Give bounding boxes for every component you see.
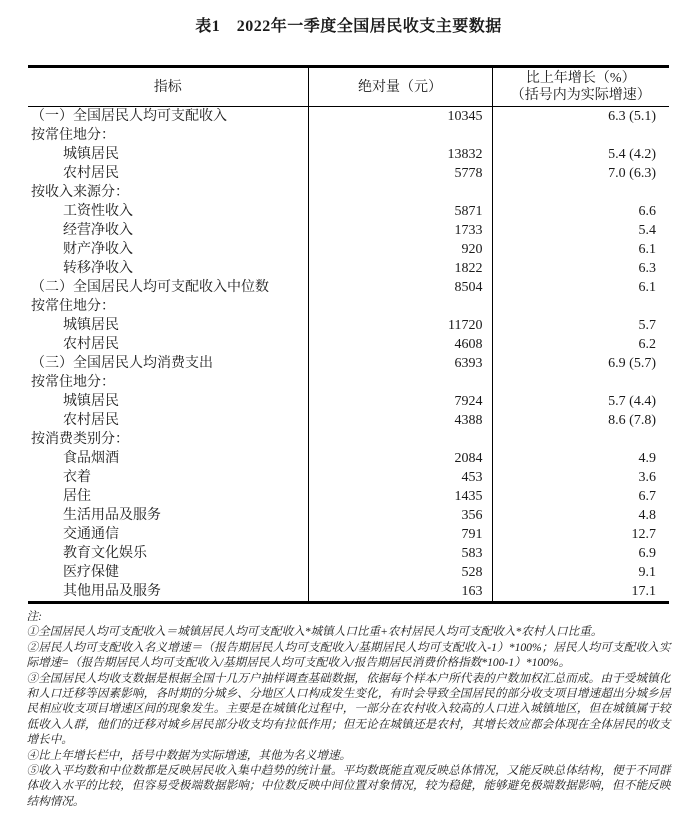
table-row [28, 373, 669, 392]
table-row [28, 145, 669, 164]
table-row [28, 183, 669, 202]
growth-cell: 5.7 [492, 316, 669, 335]
indicator-cell: 居住 [63, 489, 91, 504]
growth-cell: 12.7 [492, 525, 669, 544]
income-expenditure-table [28, 65, 669, 604]
absolute-amount-cell: 920 [308, 240, 492, 259]
indicator-cell: 工资性收入 [63, 204, 133, 219]
header-row [28, 67, 669, 107]
header-growth-line1: 比上年增长（%） [525, 71, 636, 86]
absolute-amount-cell [308, 430, 492, 449]
table-row [28, 107, 669, 127]
absolute-amount-cell: 528 [308, 563, 492, 582]
table-row [28, 259, 669, 278]
growth-cell: 5.4 (4.2) [492, 145, 669, 164]
absolute-amount-cell: 5778 [308, 164, 492, 183]
footnotes-label: 注: [26, 610, 42, 623]
table-row [28, 126, 669, 145]
table-row [28, 278, 669, 297]
absolute-amount-cell: 2084 [308, 449, 492, 468]
indicator-cell: 农村居民 [63, 337, 119, 352]
footnotes [27, 609, 671, 809]
absolute-amount-cell: 453 [308, 468, 492, 487]
absolute-amount-cell: 4608 [308, 335, 492, 354]
header-growth-line2: （括号内为实际增速） [510, 88, 651, 103]
table-row [28, 525, 669, 544]
indicator-cell: 其他用品及服务 [63, 584, 161, 599]
header-absolute-amount: 绝对量（元） [308, 67, 492, 107]
table-row [28, 582, 669, 603]
growth-cell: 9.1 [492, 563, 669, 582]
table-row [28, 468, 669, 487]
growth-cell: 6.1 [492, 278, 669, 297]
absolute-amount-cell [308, 297, 492, 316]
indicator-cell: 农村居民 [63, 413, 119, 428]
indicator-cell: 衣着 [63, 470, 91, 485]
indicator-cell: （三）全国居民人均消费支出 [31, 356, 213, 371]
table-row [28, 202, 669, 221]
absolute-amount-cell: 163 [308, 582, 492, 603]
growth-cell [492, 373, 669, 392]
indicator-cell: 财产净收入 [63, 242, 133, 257]
growth-cell: 6.9 (5.7) [492, 354, 669, 373]
absolute-amount-cell [308, 183, 492, 202]
absolute-amount-cell: 791 [308, 525, 492, 544]
growth-cell: 6.9 [492, 544, 669, 563]
absolute-amount-cell: 1822 [308, 259, 492, 278]
indicator-cell: 农村居民 [63, 166, 119, 181]
indicator-cell: （一）全国居民人均可支配收入 [31, 109, 227, 124]
indicator-cell: 生活用品及服务 [63, 508, 161, 523]
table-row [28, 316, 669, 335]
table-header [28, 67, 669, 107]
absolute-amount-cell: 11720 [308, 316, 492, 335]
table-row [28, 240, 669, 259]
growth-cell [492, 126, 669, 145]
absolute-amount-cell: 5871 [308, 202, 492, 221]
growth-cell [492, 430, 669, 449]
growth-cell [492, 183, 669, 202]
absolute-amount-cell: 356 [308, 506, 492, 525]
table-row [28, 392, 669, 411]
growth-cell: 6.6 [492, 202, 669, 221]
absolute-amount-cell: 10345 [308, 107, 492, 127]
header-indicator: 指标 [28, 67, 308, 107]
growth-cell: 6.3 (5.1) [492, 107, 669, 127]
table-title: 表1 2022年一季度全国居民收支主要数据 [195, 18, 502, 35]
table-row [28, 221, 669, 240]
footnote-item: ②居民人均可支配收入名义增速＝（报告期居民人均可支配收入/基期居民人均可支配收入-1）*100%；居民人均可支配收入实际增速=（报告期居民人均可支配收入/基期居民人均可支配收入/报告期居民消费价格指数*100-1）*100%。 [26, 640, 671, 670]
growth-cell: 5.7 (4.4) [492, 392, 669, 411]
footnote-item: ⑤收入平均数和中位数都是反映居民收入集中趋势的统计量。平均数既能直观反映总体情况，又能反映总体结构，便于不同群体收入水平的比较，但容易受极端数据影响；中位数反映中间位置对象情况，较为稳健，能够避免极端数据影响，但不能反映结构情况。 [26, 764, 671, 808]
table-row [28, 563, 669, 582]
growth-cell: 4.8 [492, 506, 669, 525]
table-row [28, 297, 669, 316]
absolute-amount-cell [308, 126, 492, 145]
indicator-cell: 按常住地分： [31, 299, 115, 314]
table-row [28, 354, 669, 373]
indicator-cell: 食品烟酒 [63, 451, 119, 466]
table-body [28, 107, 669, 603]
absolute-amount-cell: 8504 [308, 278, 492, 297]
stat-table-container [28, 65, 669, 604]
table-row [28, 164, 669, 183]
indicator-cell: 按收入来源分： [31, 185, 129, 200]
table-row [28, 449, 669, 468]
indicator-cell: 经营净收入 [63, 223, 133, 238]
growth-cell: 5.4 [492, 221, 669, 240]
header-growth [492, 67, 669, 107]
indicator-cell: 按消费类别分： [31, 432, 129, 447]
growth-cell [492, 297, 669, 316]
indicator-cell: 按常住地分： [31, 375, 115, 390]
footnote-item: ①全国居民人均可支配收入＝城镇居民人均可支配收入*城镇人口比重+农村居民人均可支配收入*农村人口比重。 [26, 625, 603, 639]
table-row [28, 487, 669, 506]
absolute-amount-cell: 1435 [308, 487, 492, 506]
growth-cell: 7.0 (6.3) [492, 164, 669, 183]
absolute-amount-cell: 13832 [308, 145, 492, 164]
growth-cell: 6.2 [492, 335, 669, 354]
absolute-amount-cell: 4388 [308, 411, 492, 430]
growth-cell: 6.7 [492, 487, 669, 506]
table-row [28, 506, 669, 525]
growth-cell: 8.6 (7.8) [492, 411, 669, 430]
table-row [28, 430, 669, 449]
growth-cell: 6.3 [492, 259, 669, 278]
growth-cell: 4.9 [492, 449, 669, 468]
indicator-cell: （二）全国居民人均可支配收入中位数 [31, 280, 269, 295]
indicator-cell: 城镇居民 [63, 147, 119, 162]
growth-cell: 6.1 [492, 240, 669, 259]
indicator-cell: 医疗保健 [63, 565, 119, 580]
indicator-cell: 城镇居民 [63, 318, 119, 333]
indicator-cell: 按常住地分： [31, 128, 115, 143]
growth-cell: 3.6 [492, 468, 669, 487]
footnote-item: ③全国居民人均收支数据是根据全国十几万户抽样调查基础数据，依据每个样本户所代表的户数加权汇总而成。由于受城镇化和人口迁移等因素影响，各时期的分城乡、分地区人口构成发生变化，有时会导致全国居民的部分收支项目增速超出分城乡居民相应收支项目增速区间的现象发生。主要是在城镇化过程中，一部分在农村收入较高的人口进入城镇地区，但在城镇属于较低收入人群，他们的迁移对城乡居民部分收支均有拉低作用；但无论在城镇还是农村，其增长效应都会体现在全体居民的收支增长中。 [26, 671, 671, 747]
indicator-cell: 转移净收入 [63, 261, 133, 276]
table-row [28, 411, 669, 430]
indicator-cell: 城镇居民 [63, 394, 119, 409]
footnotes-list [27, 624, 671, 809]
footnote-item: ④比上年增长栏中，括号中数据为实际增速，其他为名义增速。 [26, 748, 352, 762]
indicator-cell: 教育文化娱乐 [63, 546, 147, 561]
absolute-amount-cell [308, 373, 492, 392]
absolute-amount-cell: 1733 [308, 221, 492, 240]
absolute-amount-cell: 583 [308, 544, 492, 563]
absolute-amount-cell: 7924 [308, 392, 492, 411]
indicator-cell: 交通通信 [63, 527, 119, 542]
growth-cell: 17.1 [492, 582, 669, 603]
table-row [28, 544, 669, 563]
absolute-amount-cell: 6393 [308, 354, 492, 373]
table-row [28, 335, 669, 354]
